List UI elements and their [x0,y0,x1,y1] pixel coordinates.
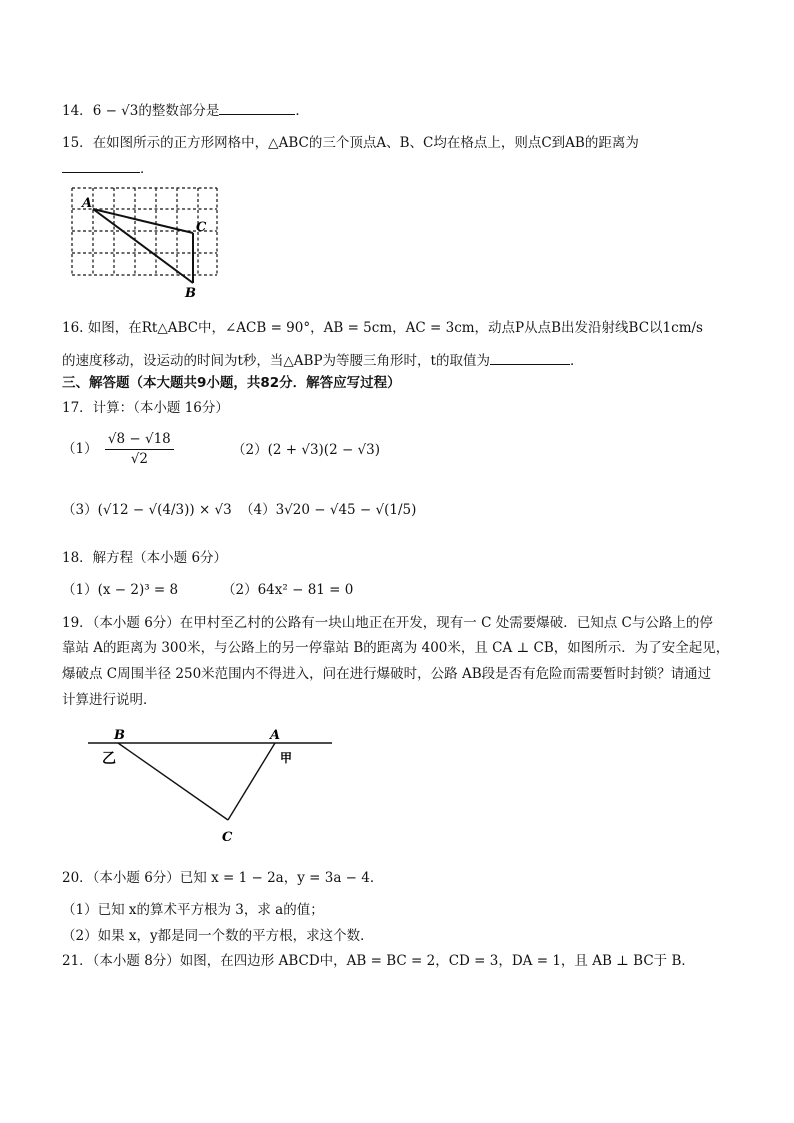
question-18-header: 18．解方程（本小题 6分） [62,550,228,566]
question-number: 15． [62,135,93,151]
question-text: 的整数部分是 [138,103,220,119]
segment-ac [228,743,275,820]
q17-part-1: （1） $\frac{√8 - √18}{√2}$ [62,430,177,470]
question-19-line-1: 19．（本小题 6分）在甲村至乙村的公路有一块山地正在开发，现有一 C 处需要爆破．已知点 C与公路上的停 [62,615,713,631]
question-15 [62,133,639,153]
question-19-line-3: 爆破点 C周围半径 250米范围内不得进入，问在进行爆破时，公路 AB段是否有危险而需要暂时封锁？请通过 [62,666,712,682]
grid-triangle-figure [62,185,222,300]
question-19-line-2: 靠站 A的距离为 300米，与公路上的另一停靠站 B的距离为 400米，且 CA ⊥ CB，如图所示．为了安全起见， [62,640,730,656]
point-label-b: B [114,728,125,743]
fraction: $\frac{√8 - √18}{√2}$ [105,430,174,469]
section-3-title: 三、解答题（本大题共9小题，共82分．解答应写过程） [62,375,401,391]
question-15-blank-line: ． [62,158,154,179]
point-label-a: A [270,728,281,743]
math-expression: (2 + √3)(2 − √3) [267,442,381,458]
road-triangle-figure [82,724,342,849]
math-expression: 6 − √3 [92,103,139,119]
answer-blank[interactable] [219,100,295,115]
math-expression: (√12 − √(4/3)) × √3 [97,502,232,518]
question-16-line-2: 的速度移动，设运动的时间为t秒，当△ABP为等腰三角形时，t的取值为 ． [62,350,584,371]
answer-blank[interactable] [62,158,140,173]
vertex-label-c: C [196,220,207,235]
q18-part-1: （1）(x − 2)³ = 8 [62,582,179,598]
answer-blank[interactable] [490,350,570,365]
question-21-line-1: 21．（本小题 8分）如图，在四边形 ABCD中，AB = BC = 2，CD = 3，DA = 1，且 AB ⊥ BC于 B． [62,953,695,969]
question-20-part-1: （1）已知 x的算术平方根为 3，求 a的值； [62,902,324,918]
segment-bc [118,743,228,820]
q17-part-4: （4）3√20 − √45 − √(1/5) [240,502,417,518]
question-text: 在如图所示的正方形网格中，△ABC的三个顶点A、B、C均在格点上，则点C到AB的距离为 [92,135,639,151]
math-expression: (x − 2)³ = 8 [97,582,179,598]
question-14: 14．6 − √3的整数部分是 ． [62,100,309,121]
q18-part-2: （2）64x² − 81 = 0 [222,582,354,598]
question-text: 的速度移动，设运动的时间为t秒，当△ABP为等腰三角形时，t的取值为 [62,353,490,369]
q17-part-2: （2）(2 + √3)(2 − √3) [232,442,381,458]
question-20-part-2: （2）如果 x，y都是同一个数的平方根，求这个数． [62,928,374,944]
village-label-jia: 甲 [280,751,293,765]
point-label-c: C [222,830,233,845]
question-20-line-1: 20．（本小题 6分）已知 x = 1 − 2a，y = 3a − 4． [62,870,384,886]
question-19-line-4: 计算进行说明． [62,692,157,708]
question-number: 14． [62,103,93,119]
triangle-abc [93,209,193,283]
question-16-line-1: 16. 如图，在Rt△ABC中，∠ACB = 90°，AB = 5cm，AC = 3cm，动点P从点B出发沿射线BC以1cm/s [62,320,703,336]
vertex-label-a: A [82,196,93,211]
q17-part-3: （3）(√12 − √(4/3)) × √3 [62,502,232,518]
math-expression: 64x² − 81 = 0 [257,582,354,598]
question-17-header: 17．计算：（本小题 16分） [62,400,229,416]
vertex-label-b: B [185,286,196,300]
village-label-yi: 乙 [102,751,116,767]
math-expression: 3√20 − √45 − √(1/5) [275,502,417,518]
